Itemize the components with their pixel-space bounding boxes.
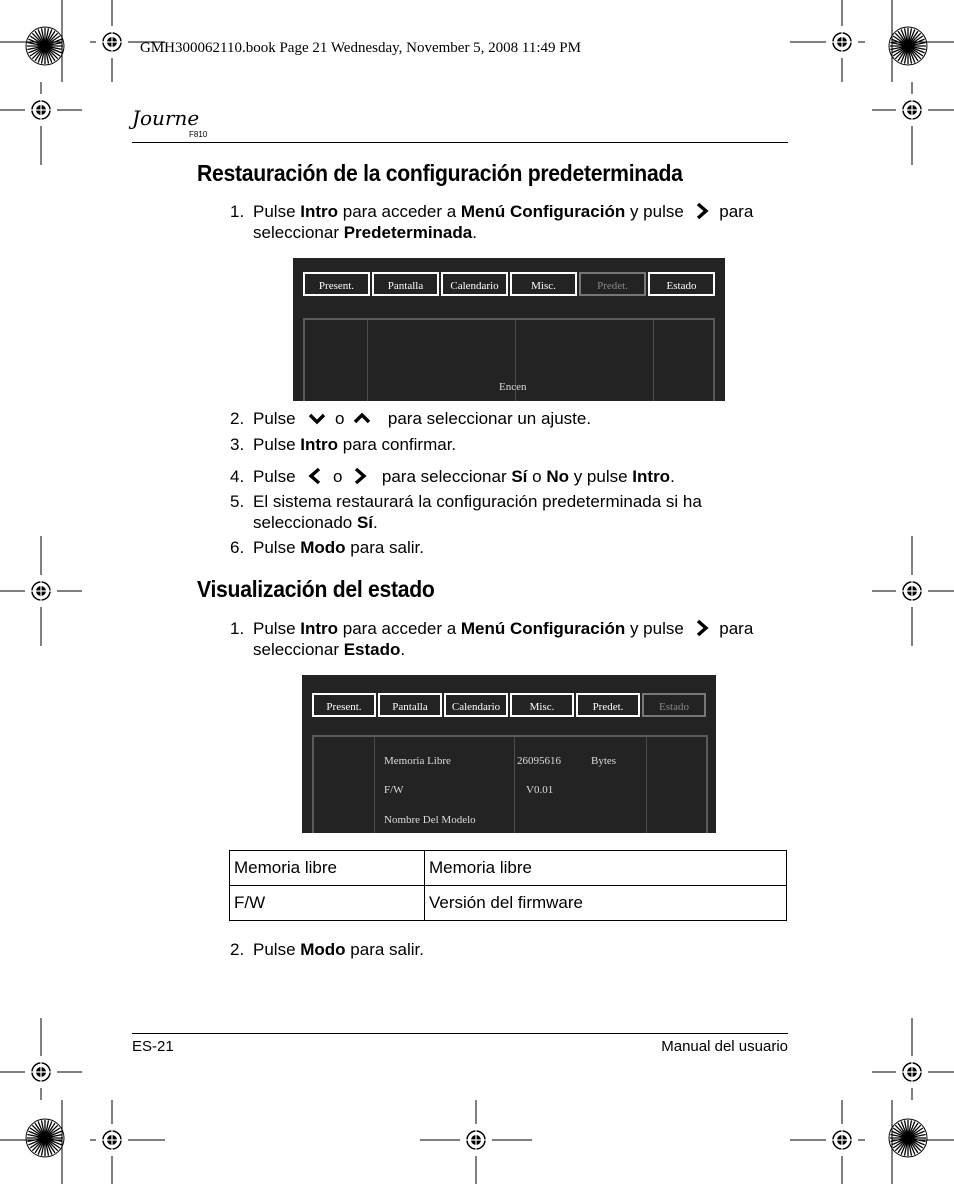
screen-predet <box>293 258 725 401</box>
status-table <box>229 850 787 921</box>
page-number: ES-21 <box>132 1038 174 1055</box>
screen-tab-calendario: Calendario <box>444 693 508 717</box>
brand-logo: Journe <box>132 106 200 130</box>
step-5-restore: 5. El sistema restaurará la configuración predeterminada si ha seleccionado Sí. <box>230 492 702 532</box>
table-row <box>230 886 787 921</box>
screen-tab-misc: Misc. <box>510 693 574 717</box>
screen-panel <box>312 735 708 833</box>
footer-title: Manual del usuario <box>661 1038 788 1055</box>
chevron-up-icon <box>353 409 371 427</box>
table-cell: Memoria libre <box>425 851 787 886</box>
step-3-restore: 3. Pulse Intro para confirmar. <box>230 435 457 454</box>
screen-value: Encen <box>499 381 527 393</box>
table-cell: Memoria libre <box>230 851 425 886</box>
chevron-right-icon <box>693 202 711 220</box>
footer-rule <box>132 1033 788 1034</box>
step-1-restore: 1. Pulse Intro para acceder a Menú Configuración y pulse para seleccionar Predeterminada. <box>230 202 754 242</box>
screen-tab-misc: Misc. <box>510 272 577 296</box>
screen-tab-estado: Estado <box>648 272 715 296</box>
screen-tab-estado: Estado <box>642 693 706 717</box>
status-value-fw: V0.01 <box>526 784 554 796</box>
status-value-memory: 26095616 <box>517 755 561 767</box>
section-title-restore: Restauración de la configuración predeterminada <box>197 160 683 186</box>
status-unit-memory: Bytes <box>591 755 617 767</box>
step-6-restore: 6. Pulse Modo para salir. <box>230 538 425 557</box>
screen-tab-calendario: Calendario <box>441 272 508 296</box>
table-cell: Versión del firmware <box>425 886 787 921</box>
step-1-status: 1. Pulse Intro para acceder a Menú Configuración y pulse para seleccionar Estado. <box>230 619 754 659</box>
table-row <box>230 851 787 886</box>
step-2-restore: 2. Pulse o para seleccionar un ajuste. <box>230 409 592 428</box>
section-title-status: Visualización del estado <box>197 576 435 602</box>
screen-tab-predet: Predet. <box>579 272 646 296</box>
step-2-status: 2. Pulse Modo para salir. <box>230 940 425 959</box>
screen-tab-predet: Predet. <box>576 693 640 717</box>
screen-tab-present: Present. <box>312 693 376 717</box>
chevron-left-icon <box>306 467 324 485</box>
chevron-down-icon <box>308 409 326 427</box>
screen-tab-pantalla: Pantalla <box>378 693 442 717</box>
header-rule <box>132 142 788 143</box>
screen-tab-pantalla: Pantalla <box>372 272 439 296</box>
status-label-memory: Memoria Libre <box>384 755 451 767</box>
brand-model: F810 <box>189 130 208 139</box>
chevron-right-icon <box>351 467 369 485</box>
step-4-restore: 4. Pulse o para seleccionar Sí o No y pulse Intro. <box>230 467 675 486</box>
screen-tab-present: Present. <box>303 272 370 296</box>
status-label-fw: F/W <box>384 784 404 796</box>
status-label-model: Nombre Del Modelo <box>384 814 476 826</box>
screen-estado <box>302 675 716 833</box>
chevron-right-icon <box>693 619 711 637</box>
table-cell: F/W <box>230 886 425 921</box>
print-slug: GMH300062110.book Page 21 Wednesday, November 5, 2008 11:49 PM <box>140 40 581 56</box>
